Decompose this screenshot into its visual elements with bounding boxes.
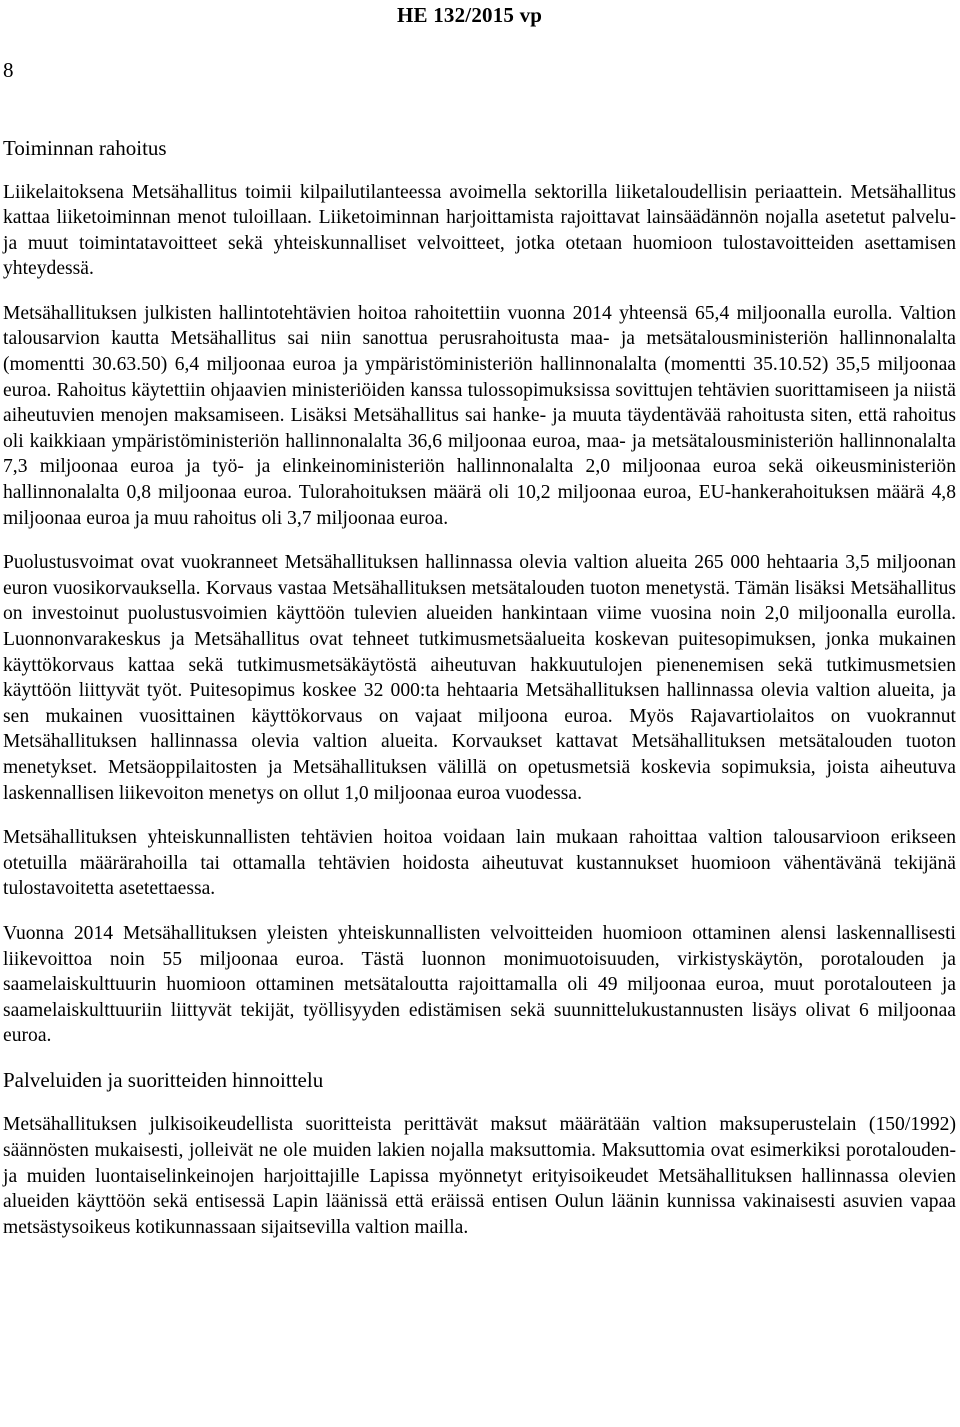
paragraph: Vuonna 2014 Metsähallituksen yleisten yhteiskunnallisten velvoitteiden huomioon ottaminen alensi laskennallisesti liikevoittoa noin 55 miljoonaa euroa. Tästä luonnon monimuotoisuuden, virkistyskäytön, porotalouden ja saamelaiskulttuurin huomioon ottaminen metsätaloutta rajoittamalla oli 49 miljoonaa euroa, muut porotalouteen ja saamelaiskulttuuriin liittyvät tekijät, työllisyyden edistämisen sekä suunnittelukustannusten lisäys olivat 6 miljoonaa euroa.: [3, 922, 956, 1047]
page-content: [3, 136, 956, 1259]
paragraph: Liikelaitoksena Metsähallitus toimii kilpailutilanteessa avoimella sektorilla liiketaloudellisin periaattein. Metsähallitus kattaa liiketoiminnan menot tuloillaan. Liiketoiminnan harjoittamista rajoittavat lainsäädännön nojalla asetetut palvelu- ja muut toimintatavoitteet sekä yhteiskunnalliset velvoitteet, jotka otetaan huomioon tulostavoitteiden asettamisen yhteydessä.: [3, 181, 956, 280]
paragraph: Metsähallituksen julkisoikeudellista suoritteista perittävät maksut määrätään valtion maksuperustelain (150/1992) säännösten mukaisesti, jolleivät ne ole muiden lakien nojalla maksuttomia. Maksuttomia ovat esimerkiksi porotalouden- ja muiden luontaiselinkeinojen harjoittajille Lapissa myönnetyt erityisoikeudet Metsähallituksen hallinnassa olevien alueiden käyttöön sekä entisessä Lapin läänissä että eräissä entisen Oulun läänin kunnissa vakinaisesti asuvien vapaa metsästysoikeus kotikunnassaan sijaitsevilla valtion mailla.: [3, 1114, 956, 1238]
paragraph: Metsähallituksen julkisten hallintotehtävien hoitoa rahoitettiin vuonna 2014 yhteensä 65,4 miljoonalla eurolla. Valtion talousarvion kautta Metsähallitus sai niin sanottua perusrahoitusta maa- ja metsätalousministeriön hallinnonalalta (momentti 30.63.50) 6,4 miljoonaa euroa ja ympäristöministeriön hallinnonalalta (momentti 35.10.52) 35,5 miljoonaa euroa. Rahoitus käytettiin ohjaavien ministeriöiden kanssa tulossopimuksissa sovittujen tehtävien suorittamiseen ja niistä aiheutuvien menojen maksamiseen. Lisäksi Metsähallitus sai hanke- ja muuta täydentävää rahoitusta siten, että rahoitus oli kaikkiaan ympäristöministeriön hallinnonalalta 36,6 miljoonaa euroa, maa- ja metsätalousministeriön hallinnonalalta 7,3 miljoonaa euroa ja työ- ja elinkeinoministeriön hallinnonalalta 2,0 miljoonaa euroa sekä oikeusministeriön hallinnonalalta 0,8 miljoonaa euroa. Tulorahoituksen määrä oli 10,2 miljoonaa euroa, EU-hankerahoituksen määrä 4,8 miljoonaa euroa ja muu rahoitus oli 3,7 miljoonaa euroa.: [3, 302, 956, 529]
section-heading-toiminnan-rahoitus: Toiminnan rahoitus: [3, 136, 167, 160]
page-number: 8: [3, 58, 14, 82]
paragraph: Puolustusvoimat ovat vuokranneet Metsähallituksen hallinnassa olevia valtion alueita 265 000 hehtaaria 3,5 miljoonan euron vuosikorvauksella. Korvaus vastaa Metsähallituksen metsätalouden tuoton menetystä. Tämän lisäksi Metsähallitus on investoinut puolustusvoimien käyttöön tulevien alueiden hankintaan viime vuosina noin 2,0 miljoonalla eurolla. Luonnonvarakeskus ja Metsähallitus ovat tehneet tutkimusmetsäalueita koskevan puitesopimuksen, jonka mukainen käyttökorvaus kattaa sekä tutkimusmetsäkäytöstä aiheutuvan hakkuutulojen pienenemisen sekä tutkimusmetsien käyttöön liittyvät työt. Puitesopimus koskee 32 000:ta hehtaaria Metsähallituksen hallinnassa olevia valtion alueita, ja sen mukainen vuosittainen käyttökorvaus on vajaat miljoona euroa. Myös Rajavartiolaitos on vuokrannut Metsähallituksen hallinnassa olevia valtion alueita. Korvaukset kattavat Metsähallituksen metsätalouden tuoton menetykset. Metsäoppilaitosten ja Metsähallituksen välillä on opetusmetsiä koskevia sopimuksia, joista aiheutuva laskennallisen liikevoiton menetys on ollut 1,0 miljoonaa euroa vuodessa.: [3, 552, 956, 804]
section-heading-hinnoittelu: Palveluiden ja suoritteiden hinnoittelu: [3, 1067, 324, 1092]
paragraph: Metsähallituksen yhteiskunnallisten tehtävien hoitoa voidaan lain mukaan rahoittaa valtion talousarvioon erikseen otetuilla määrärahoilla tai ottamalla tehtävien hoidosta aiheutuvat kustannukset huomioon vähentävänä tekijänä tulostavoitetta asetettaessa.: [3, 827, 956, 900]
document-id: HE 132/2015 vp: [397, 3, 543, 27]
